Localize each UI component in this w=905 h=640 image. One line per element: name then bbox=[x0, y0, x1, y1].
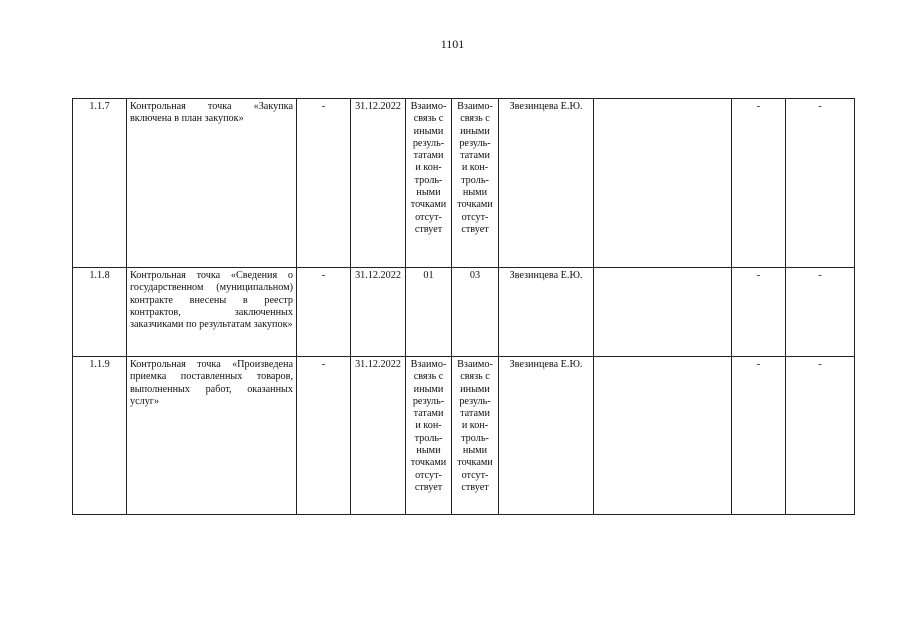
cell-line: иными bbox=[460, 383, 490, 395]
cell-line: и кон- bbox=[461, 162, 489, 174]
cell-line: резуль- bbox=[412, 395, 445, 407]
cell-line: Взаимо- bbox=[410, 359, 447, 370]
cell-line: точками bbox=[410, 457, 447, 469]
cell-dash: - bbox=[297, 99, 351, 268]
cell-line: троль- bbox=[461, 432, 489, 444]
cell-line: и кон- bbox=[415, 420, 442, 432]
cell-line: ными bbox=[462, 445, 488, 457]
cell-line: ствует bbox=[414, 223, 443, 235]
cell-line: и кон- bbox=[461, 420, 489, 432]
cell-number: 1.1.9 bbox=[73, 357, 127, 515]
cell-line: ными bbox=[416, 445, 441, 457]
cell-line: троль- bbox=[414, 432, 443, 444]
cell-line: точками bbox=[457, 457, 493, 469]
cell-title: Контрольная точка «Сведения о государственном (муниципальном) контракте внесены в реестр контрактов, заключенных заказчиками по результатам закупок» bbox=[127, 268, 297, 357]
cell-relation-1 bbox=[406, 357, 452, 515]
cell-dash: - bbox=[732, 99, 786, 268]
control-points-table bbox=[72, 98, 855, 515]
cell-relation-2 bbox=[452, 268, 499, 357]
cell-line: татами bbox=[413, 150, 444, 162]
cell-date: 31.12.2022 bbox=[351, 268, 406, 357]
cell-line: татами bbox=[460, 408, 490, 420]
cell-line: резуль- bbox=[459, 395, 491, 407]
cell-line: ствует bbox=[461, 481, 489, 493]
cell-empty bbox=[594, 357, 732, 515]
cell-line: резуль- bbox=[459, 137, 491, 149]
cell-empty bbox=[594, 268, 732, 357]
page-number: 1101 bbox=[440, 37, 465, 51]
cell-line: ными bbox=[416, 187, 441, 199]
cell-line: иными bbox=[413, 125, 444, 137]
cell-title: Контрольная точка «Закупка включена в план закупок» bbox=[127, 99, 297, 268]
cell-title: Контрольная точка «Произведена приемка поставленных товаров, выполненных работ, оказанных услуг» bbox=[127, 357, 297, 515]
cell-dash: - bbox=[732, 357, 786, 515]
cell-number: 1.1.7 bbox=[73, 99, 127, 268]
table-row bbox=[73, 357, 855, 515]
cell-line: Взаимо- bbox=[457, 101, 493, 112]
cell-line: и кон- bbox=[415, 162, 442, 174]
cell-line: троль- bbox=[414, 174, 443, 186]
cell-responsible: Звезинцева Е.Ю. bbox=[499, 268, 594, 357]
cell-dash: - bbox=[297, 357, 351, 515]
cell-line: отсут- bbox=[461, 211, 489, 223]
cell-line: татами bbox=[413, 408, 444, 420]
cell-line: отсут- bbox=[415, 469, 442, 481]
cell-line: Взаимо- bbox=[457, 359, 493, 370]
table-row bbox=[73, 99, 855, 268]
cell-line: резуль- bbox=[412, 137, 445, 149]
cell-relation-1 bbox=[406, 268, 452, 357]
cell-line: связь с bbox=[460, 113, 490, 125]
cell-date: 31.12.2022 bbox=[351, 99, 406, 268]
cell-dash: - bbox=[786, 268, 855, 357]
cell-line: 01 bbox=[423, 270, 434, 281]
cell-line: отсут- bbox=[415, 211, 442, 223]
cell-line: связь с bbox=[413, 371, 444, 383]
cell-line: Взаимо- bbox=[410, 101, 447, 112]
cell-line: татами bbox=[460, 150, 490, 162]
cell-dash: - bbox=[732, 268, 786, 357]
cell-dash: - bbox=[786, 357, 855, 515]
cell-line: точками bbox=[410, 199, 447, 211]
cell-line: ствует bbox=[461, 223, 489, 235]
cell-line: ными bbox=[462, 187, 488, 199]
cell-line: троль- bbox=[461, 174, 489, 186]
cell-line: отсут- bbox=[461, 469, 489, 481]
cell-line: связь с bbox=[413, 113, 444, 125]
cell-line: точками bbox=[457, 199, 493, 211]
cell-line: иными bbox=[460, 125, 490, 137]
cell-relation-2 bbox=[452, 357, 499, 515]
cell-responsible: Звезинцева Е.Ю. bbox=[499, 99, 594, 268]
cell-line: иными bbox=[413, 383, 444, 395]
cell-date: 31.12.2022 bbox=[351, 357, 406, 515]
cell-dash: - bbox=[297, 268, 351, 357]
cell-relation-1 bbox=[406, 99, 452, 268]
cell-relation-2 bbox=[452, 99, 499, 268]
cell-empty bbox=[594, 99, 732, 268]
cell-dash: - bbox=[786, 99, 855, 268]
table-row bbox=[73, 268, 855, 357]
cell-line: связь с bbox=[460, 371, 490, 383]
cell-line: 03 bbox=[469, 270, 481, 281]
cell-number: 1.1.8 bbox=[73, 268, 127, 357]
cell-line: ствует bbox=[414, 481, 443, 493]
cell-responsible: Звезинцева Е.Ю. bbox=[499, 357, 594, 515]
